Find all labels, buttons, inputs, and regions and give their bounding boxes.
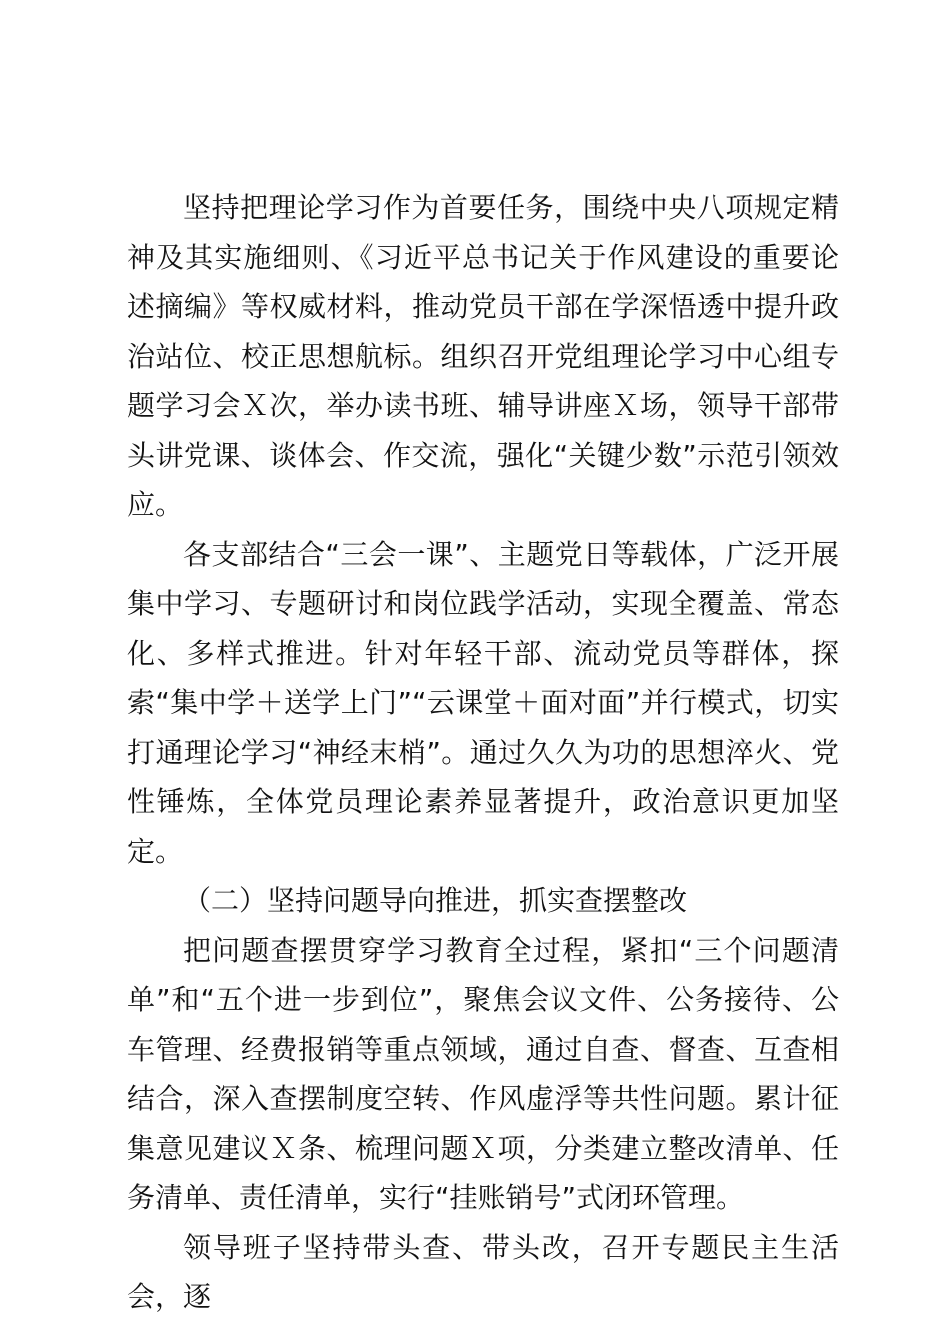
- paragraph-branch-study: 各支部结合“三会一课”、主题党日等载体，广泛开展集中学习、专题研讨和岗位践学活动，实现全覆盖、常态化、多样式推进。针对年轻干部、流动党员等群体，探索“集中学＋送学上门”“云课堂＋面对面”并行模式，切实打通理论学习“神经末梢”。通过久久为功的思想淬火、党性锤炼，全体党员理论素养显著提升，政治意识更加坚定。: [127, 537, 839, 868]
- paragraph-problem-review: 把问题查摆贯穿学习教育全过程，紧扣“三个问题清单”和“五个进一步到位”，聚焦会议文件、公务接待、公车管理、经费报销等重点领域，通过自查、督查、互查相结合，深入查摆制度空转、作风虚浮等共性问题。累计征集意见建议Ｘ条、梳理问题Ｘ项，分类建立整改清单、任务清单、责任清单，实行“挂账销号”式闭环管理。: [127, 933, 839, 1214]
- paragraph-theory-study: 坚持把理论学习作为首要任务，围绕中央八项规定精神及其实施细则、《习近平总书记关于作风建设的重要论述摘编》等权威材料，推动党员干部在学深悟透中提升政治站位、校正思想航标。组织召开党组理论学习中心组专题学习会Ｘ次，举办读书班、辅导讲座Ｘ场，领导干部带头讲党课、谈体会、作交流，强化“关键少数”示范引领效应。: [127, 191, 839, 521]
- paragraph-leadership-rectification: 领导班子坚持带头查、带头改，召开专题民主生活会，逐: [127, 1230, 839, 1313]
- section-heading-problem-oriented: （二）坚持问题导向推进，抓实查摆整改: [183, 884, 688, 917]
- document-body: [127, 183, 839, 1322]
